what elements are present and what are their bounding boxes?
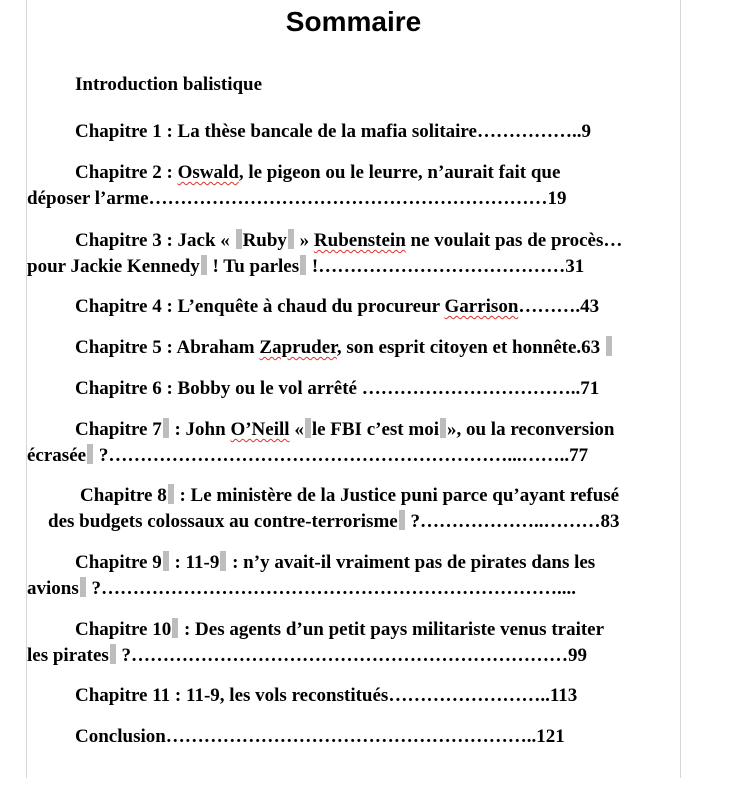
toc-text: Chapitre 9 <box>75 552 162 573</box>
toc-text: écrasée <box>27 445 87 466</box>
toc-entry-line-2 <box>27 643 675 669</box>
toc-text: : Des agents d’un petit pays militariste venus traiter <box>179 619 605 640</box>
toc-text: Chapitre 3 : Jack « <box>75 230 235 251</box>
toc-entry-chapter-7[interactable] <box>27 417 675 469</box>
toc-text: ?……………………………………………………………….... <box>86 578 576 599</box>
toc-entry-chapter-8[interactable] <box>27 483 675 535</box>
toc-entry-chapter-1[interactable] <box>27 119 675 145</box>
toc-entry-line-1 <box>27 228 675 254</box>
toc-entry-line-1 <box>27 550 675 576</box>
toc-text: Chapitre 5 : Abraham <box>75 337 260 358</box>
spellcheck-flagged-word[interactable]: Zapruder <box>259 337 337 358</box>
toc-text: Chapitre 10 <box>75 619 172 640</box>
field-shading-marker <box>606 336 612 356</box>
toc-text: , son esprit citoyen et honnête.63 <box>336 337 601 358</box>
field-shading-marker <box>172 618 178 638</box>
page-right-margin-line <box>680 0 681 778</box>
field-shading-marker <box>399 510 405 530</box>
toc-text: : n’y avait-il vraiment pas de pirates dans les <box>227 552 596 573</box>
toc-entry-line-2 <box>27 254 675 280</box>
toc-text: ?………………………………………………………...……..77 <box>94 445 589 466</box>
field-shading-marker <box>300 255 306 275</box>
field-shading-marker <box>305 418 311 438</box>
toc-entry-label: Chapitre 6 : Bobby ou le vol arrêté ……………………………..71 <box>75 378 600 399</box>
toc-text: : 11-9 <box>169 552 220 573</box>
toc-text: ?………………..………83 <box>405 511 620 532</box>
toc-text: », ou la reconversion <box>446 419 615 440</box>
toc-entry-chapter-9[interactable] <box>27 550 675 602</box>
toc-entry-line-1 <box>27 483 675 509</box>
toc-entry-label <box>27 294 675 320</box>
toc-text: ?……………………………………………………………99 <box>116 645 588 666</box>
toc-entry-chapter-2[interactable] <box>27 160 675 212</box>
toc-text: pour Jackie Kennedy <box>27 256 200 277</box>
toc-entry-chapter-6[interactable] <box>27 376 675 402</box>
toc-text: Chapitre 7 <box>75 419 162 440</box>
field-shading-marker <box>288 229 294 249</box>
toc-entry-line-2: déposer l’arme………………………………………………………19 <box>27 188 567 209</box>
toc-entry-introduction[interactable] <box>27 72 675 98</box>
toc-entry-chapter-4[interactable] <box>27 294 675 320</box>
toc-text: : John <box>169 419 231 440</box>
toc-entry-chapter-10[interactable] <box>27 617 675 669</box>
toc-entry-label <box>27 335 675 361</box>
toc-text: le FBI c’est moi <box>311 419 439 440</box>
field-shading-marker <box>163 418 169 438</box>
spellcheck-flagged-word[interactable]: O’Neill <box>230 419 290 440</box>
toc-entry-line-1 <box>27 160 675 186</box>
field-shading-marker <box>168 484 174 504</box>
toc-text: avions <box>27 578 79 599</box>
toc-text: Ruby <box>242 230 287 251</box>
toc-text: » <box>294 230 314 251</box>
toc-text: ! Tu parles <box>207 256 300 277</box>
toc-entry-label: Conclusion…………………………………………………..121 <box>75 726 565 747</box>
toc-entry-chapter-11[interactable] <box>27 683 675 709</box>
toc-entry-conclusion[interactable] <box>27 724 675 750</box>
toc-entry-line-2 <box>27 509 675 535</box>
toc-entry-line-1 <box>27 417 675 443</box>
toc-entry-chapter-3[interactable] <box>27 228 675 280</box>
toc-entry-chapter-5[interactable] <box>27 335 675 361</box>
field-shading-marker <box>110 644 116 664</box>
field-shading-marker <box>440 418 446 438</box>
field-shading-marker <box>87 444 93 464</box>
toc-text: : Le ministère de la Justice puni parce qu’ayant refusé <box>174 485 620 506</box>
toc-text: !…………………………………31 <box>307 256 585 277</box>
toc-text: ne voulait pas de procès… <box>405 230 623 251</box>
field-shading-marker <box>163 551 169 571</box>
field-shading-marker <box>220 551 226 571</box>
spellcheck-flagged-word[interactable]: Oswald <box>177 162 239 183</box>
field-shading-marker <box>80 577 86 597</box>
toc-text: Chapitre 8 <box>80 485 167 506</box>
spellcheck-flagged-word[interactable]: Rubenstein <box>313 230 406 251</box>
toc-entry-line-2 <box>27 443 675 469</box>
toc-text: « <box>289 419 304 440</box>
toc-text: Chapitre 4 : L’enquête à chaud du procureur <box>75 296 445 317</box>
field-shading-marker <box>201 255 207 275</box>
toc-text: Chapitre 2 : <box>75 162 178 183</box>
toc-text: des budgets colossaux au contre-terrorisme <box>48 511 398 532</box>
toc-text: les pirates <box>27 645 109 666</box>
toc-entry-label: Chapitre 11 : 11-9, les vols reconstitués……………………..113 <box>75 685 578 706</box>
toc-entry-label: Introduction balistique <box>75 74 263 95</box>
toc-text: ……….43 <box>518 296 600 317</box>
page-title: Sommaire <box>285 6 422 37</box>
toc-text: , le pigeon ou le leurre, n’aurait fait que <box>238 162 561 183</box>
toc-entry-line-1 <box>27 617 675 643</box>
toc-entry-label: Chapitre 1 : La thèse bancale de la mafia solitaire……………..9 <box>75 121 591 142</box>
spellcheck-flagged-word[interactable]: Garrison <box>444 296 519 317</box>
toc-entry-line-2 <box>27 576 675 602</box>
field-shading-marker <box>236 229 242 249</box>
